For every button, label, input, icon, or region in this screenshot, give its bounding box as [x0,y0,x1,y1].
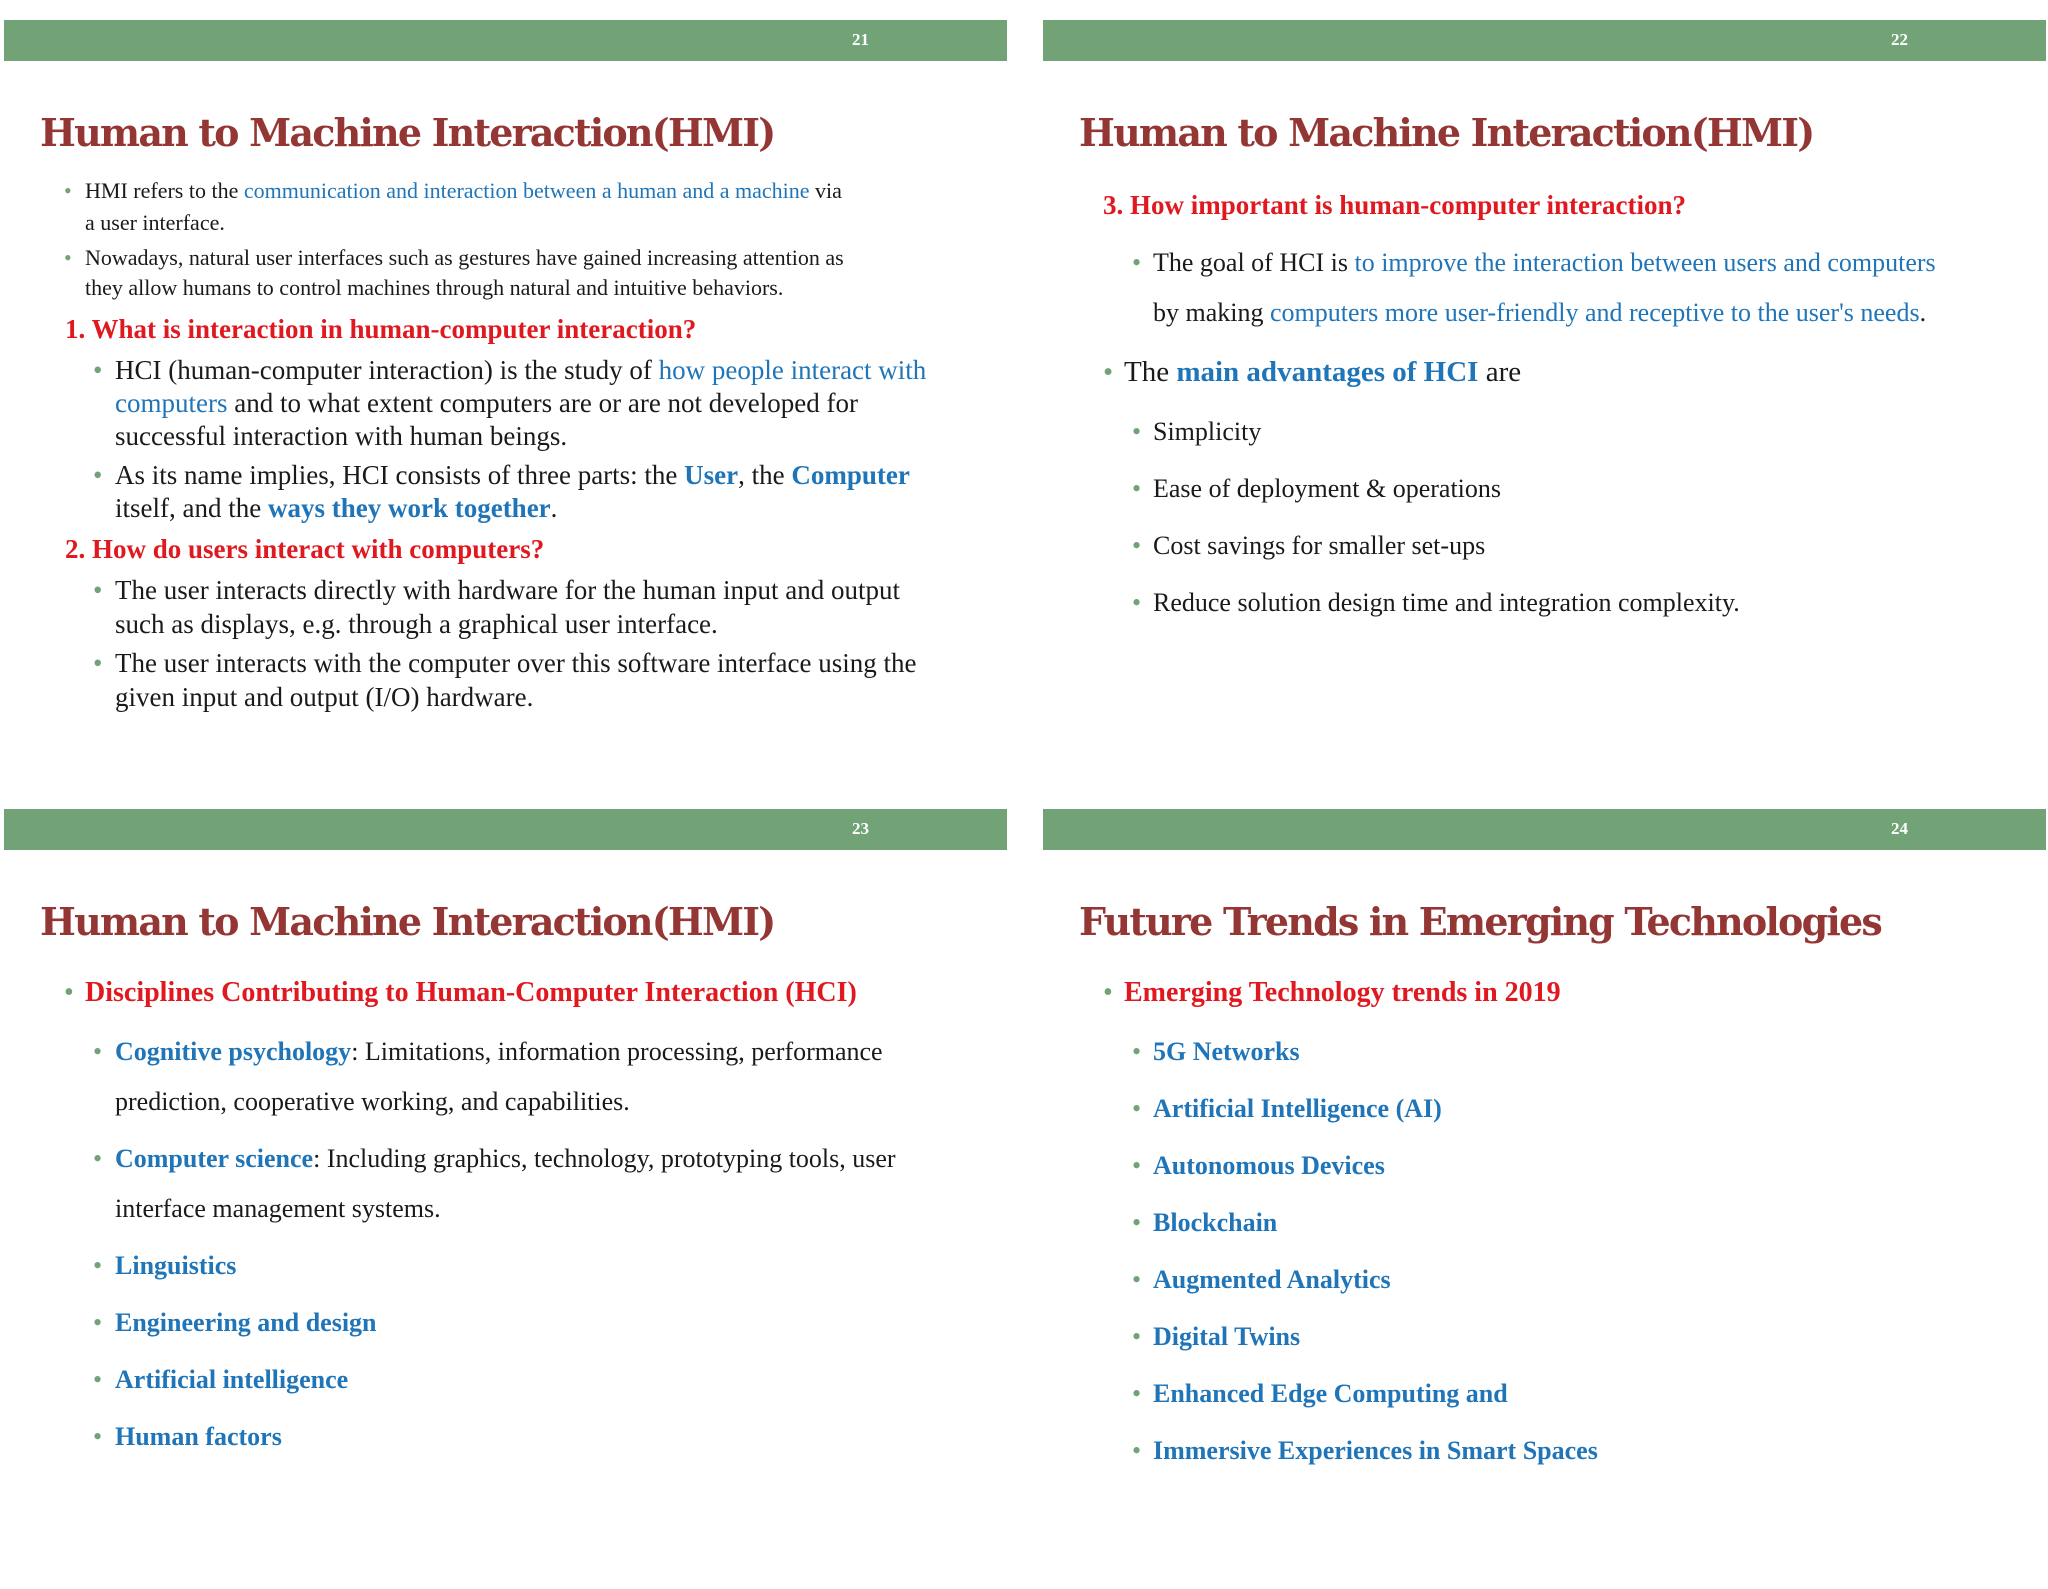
question-heading-3: 3. How important is human-computer interaction? [1103,190,1686,220]
advantage-item: Simplicity [1153,417,1262,446]
disciplines-heading: Disciplines Contributing to Human-Computer Interaction (HCI) [85,977,857,1008]
trend-item: 5G Networks [1153,1037,1300,1066]
bullet-dot: • [1132,588,1142,617]
slide-title: Human to Machine Interaction(HMI) [1079,110,1814,155]
cognitive-psychology-line-1: Cognitive psychology: Limitations, information processing, performance [115,1037,883,1066]
user-hardware-line-1: The user interacts directly with hardware for the human input and output [115,575,901,605]
slide-title: Human to Machine Interaction(HMI) [40,110,775,155]
hci-definition-line-3: successful interaction with human beings. [115,421,568,451]
slide-number: 22 [1891,30,1908,49]
slide-title: Future Trends in Emerging Technologies [1079,899,1881,944]
bullet-dot: • [1132,248,1142,277]
slide-number: 23 [852,819,869,838]
goal-line-1: The goal of HCI is to improve the interaction between users and computers [1153,248,1936,277]
discipline-item: Linguistics [115,1251,237,1280]
bullet-dot: • [1132,417,1142,446]
cognitive-psychology-line-2: prediction, cooperative working, and capabilities. [115,1087,630,1116]
discipline-item: Human factors [115,1422,282,1451]
advantage-item: Ease of deployment & operations [1153,474,1502,503]
bullet-dot: • [1132,531,1142,560]
bullet-dot: • [93,1365,103,1394]
user-software-line-1: The user interacts with the computer over this software interface using the [115,648,917,678]
trend-item: Immersive Experiences in Smart Spaces [1153,1436,1598,1465]
hci-definition-line-2: computers and to what extent computers are or are not developed for [115,388,858,418]
nui-line-1: Nowadays, natural user interfaces such as gestures have gained increasing attention as [85,245,844,270]
slide-header-bar [1043,20,2046,61]
user-hardware-line-2: such as displays, e.g. through a graphical user interface. [115,609,718,639]
bullet-dot: • [93,1251,103,1280]
bullet-dot: • [1132,1436,1142,1465]
hci-parts-line-2: itself, and the ways they work together. [115,493,558,523]
slide-number: 24 [1891,819,1908,838]
bullet-dot: • [93,1308,103,1337]
slide-header-bar [1043,809,2046,850]
computer-science-line-2: interface management systems. [115,1194,441,1223]
nui-line-2: they allow humans to control machines through natural and intuitive behaviors. [85,275,784,300]
advantage-item: Cost savings for smaller set-ups [1153,531,1486,560]
discipline-item: Artificial intelligence [115,1365,349,1394]
slide-22 [1043,20,2046,800]
trends-heading: Emerging Technology trends in 2019 [1124,977,1561,1008]
slide-23 [4,809,1007,1589]
bullet-dot: • [93,1422,103,1451]
trend-item: Artificial Intelligence (AI) [1153,1094,1442,1123]
goal-line-2: by making computers more user-friendly and receptive to the user's needs. [1153,298,1927,327]
slide-title: Human to Machine Interaction(HMI) [40,899,775,944]
trend-item: Augmented Analytics [1153,1265,1391,1294]
bullet-dot: • [1103,977,1113,1008]
trend-item: Digital Twins [1153,1322,1301,1351]
bullet-dot: • [93,575,103,605]
bullet-dot: • [93,460,103,490]
bullet-dot: • [93,355,103,385]
bullet-dot: • [1132,1094,1142,1123]
bullet-dot: • [1132,1322,1142,1351]
bullet-dot: • [93,648,103,678]
bullet-dot: • [93,1037,103,1066]
hci-parts-line-1: As its name implies, HCI consists of three parts: the User, the Computer [115,460,910,490]
hmi-definition-line-2: a user interface. [85,210,225,235]
bullet-dot: • [1103,356,1114,388]
slide-header-bar [4,20,1007,61]
trend-item: Autonomous Devices [1153,1151,1385,1180]
hci-definition-line-1: HCI (human-computer interaction) is the study of how people interact with [115,355,927,385]
slide-header-bar [4,809,1007,850]
hmi-definition-line-1: HMI refers to the communication and interaction between a human and a machine via [85,178,842,203]
bullet-dot: • [1132,1151,1142,1180]
slide-21 [4,20,1007,800]
bullet-dot: • [1132,474,1142,503]
question-heading-2: 2. How do users interact with computers? [65,534,545,564]
bullet-dot: • [64,977,74,1008]
bullet-dot: • [1132,1265,1142,1294]
trend-item: Blockchain [1153,1208,1278,1237]
computer-science-line-1: Computer science: Including graphics, technology, prototyping tools, user [115,1144,896,1173]
bullet-dot: • [1132,1037,1142,1066]
bullet-dot: • [64,245,72,270]
discipline-item: Engineering and design [115,1308,377,1337]
bullet-dot: • [1132,1208,1142,1237]
bullet-dot: • [93,1144,103,1173]
slide-number: 21 [852,30,869,49]
slide-24 [1043,809,2046,1589]
question-heading-1: 1. What is interaction in human-computer interaction? [65,314,697,344]
bullet-dot: • [64,178,72,203]
user-software-line-2: given input and output (I/O) hardware. [115,682,534,712]
advantage-item: Reduce solution design time and integration complexity. [1153,588,1740,617]
advantages-heading: The main advantages of HCI are [1124,356,1522,388]
trend-item: Enhanced Edge Computing and [1153,1379,1508,1408]
bullet-dot: • [1132,1379,1142,1408]
